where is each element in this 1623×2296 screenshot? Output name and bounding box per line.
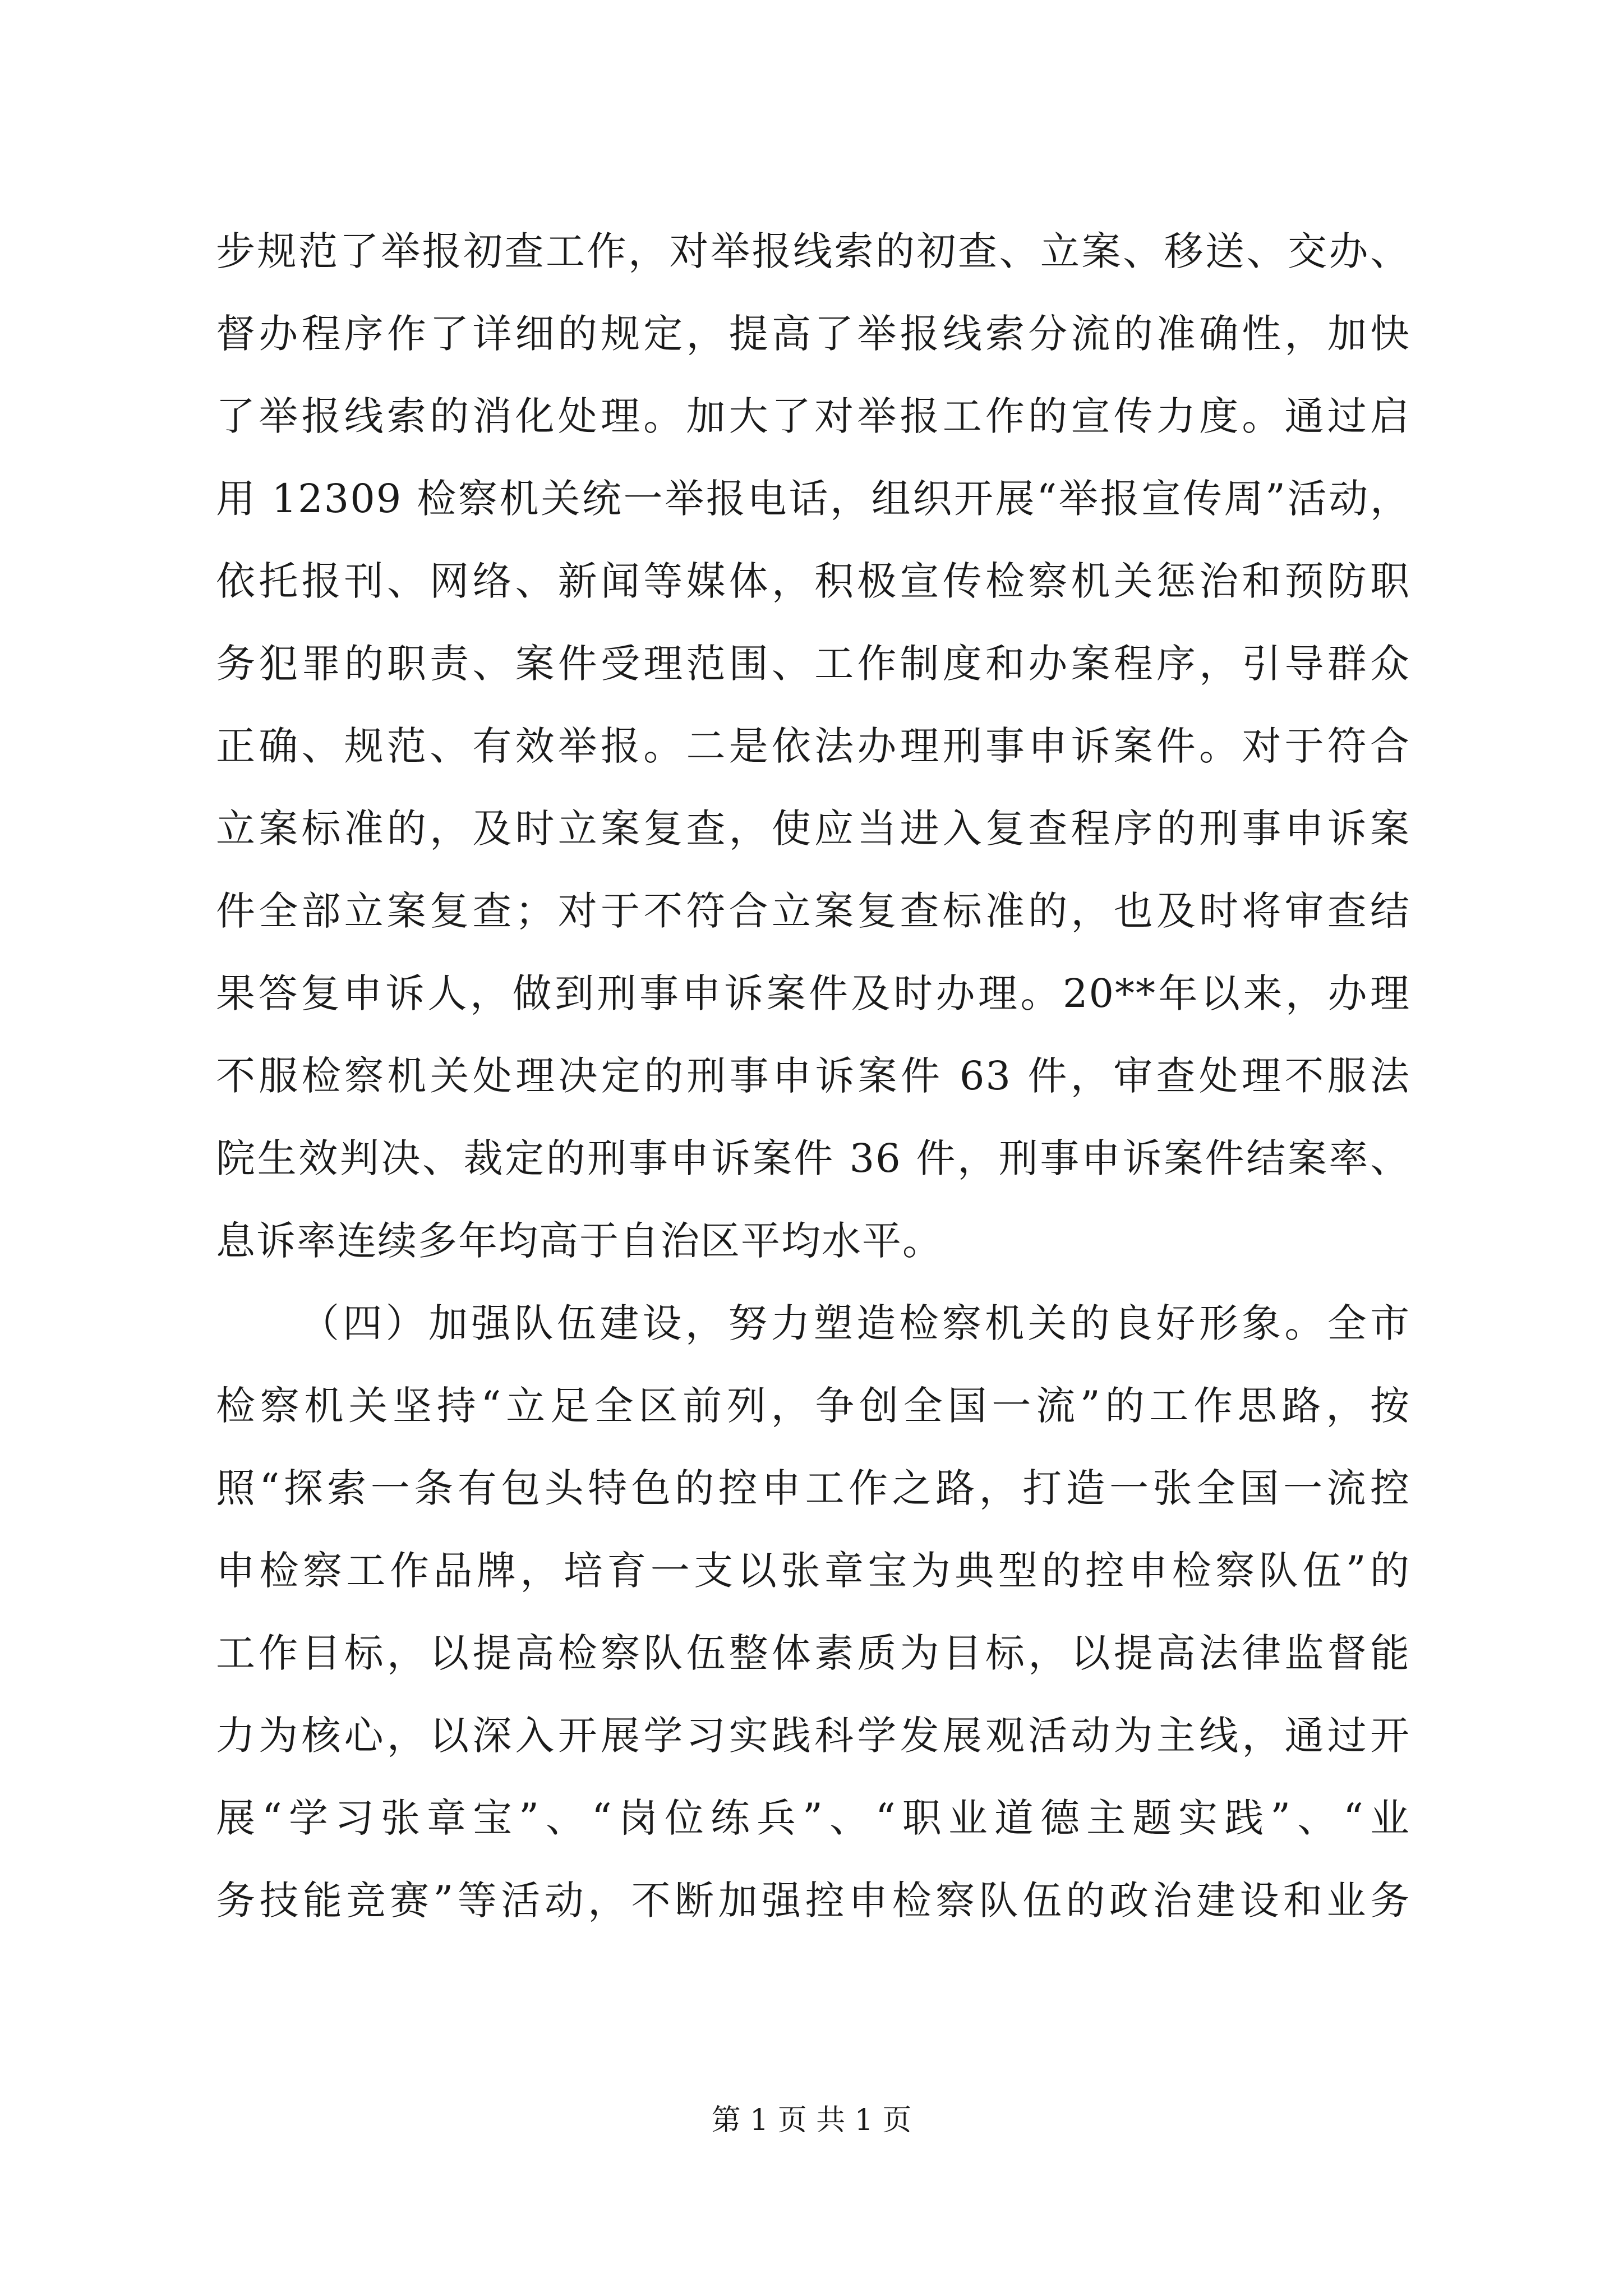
text-line: 务犯罪的职责、案件受理范围、工作制度和办案程序，引导群众 [216,641,1410,687]
text-line: 不服检察机关处理决定的刑事申诉案件 63 件，审查处理不服法 [216,1053,1410,1099]
text-line: 息诉率连续多年均高于自治区平均水平。 [216,1218,943,1264]
text-line: 工作目标，以提高检察队伍整体素质为目标，以提高法律监督能 [216,1630,1410,1676]
text-line: 用 12309 检察机关统一举报电话，组织开展“举报宣传周”活动， [216,476,1410,522]
page-number: 第 1 页 共 1 页 [711,2104,912,2137]
text-line: 了举报线索的消化处理。加大了对举报工作的宣传力度。通过启 [216,393,1410,439]
text-line: 立案标准的，及时立案复查，使应当进入复查程序的刑事申诉案 [216,806,1410,852]
text-line: 院生效判决、裁定的刑事申诉案件 36 件，刑事申诉案件结案率、 [216,1135,1410,1181]
text-line: 展“学习张章宝”、“岗位练兵”、“职业道德主题实践”、“业 [216,1795,1410,1841]
page-footer [0,2098,1623,2143]
text-line: 力为核心，以深入开展学习实践科学发展观活动为主线，通过开 [216,1713,1410,1759]
text-line: 步规范了举报初查工作，对举报线索的初查、立案、移送、交办、 [216,228,1410,274]
text-line: （四）加强队伍建设，努力塑造检察机关的良好形象。全市 [300,1300,1410,1346]
text-line: 督办程序作了详细的规定，提高了举报线索分流的准确性，加快 [216,311,1410,357]
document-body [216,210,1410,1942]
text-line: 申检察工作品牌，培育一支以张章宝为典型的控申检察队伍”的 [216,1548,1410,1594]
text-line: 检察机关坚持“立足全区前列，争创全国一流”的工作思路，按 [216,1383,1410,1429]
text-line: 照“探索一条有包头特色的控申工作之路，打造一张全国一流控 [216,1465,1410,1511]
text-line: 务技能竞赛”等活动，不断加强控申检察队伍的政治建设和业务 [216,1878,1410,1924]
paragraph-2 [216,1282,1410,1942]
paragraph-1 [216,210,1410,1282]
text-line: 果答复申诉人，做到刑事申诉案件及时办理。20**年以来，办理 [216,970,1410,1016]
text-line: 正确、规范、有效举报。二是依法办理刑事申诉案件。对于符合 [216,723,1410,769]
text-line: 依托报刊、网络、新闻等媒体，积极宣传检察机关惩治和预防职 [216,558,1410,604]
text-line: 件全部立案复查；对于不符合立案复查标准的，也及时将审查结 [216,888,1410,934]
